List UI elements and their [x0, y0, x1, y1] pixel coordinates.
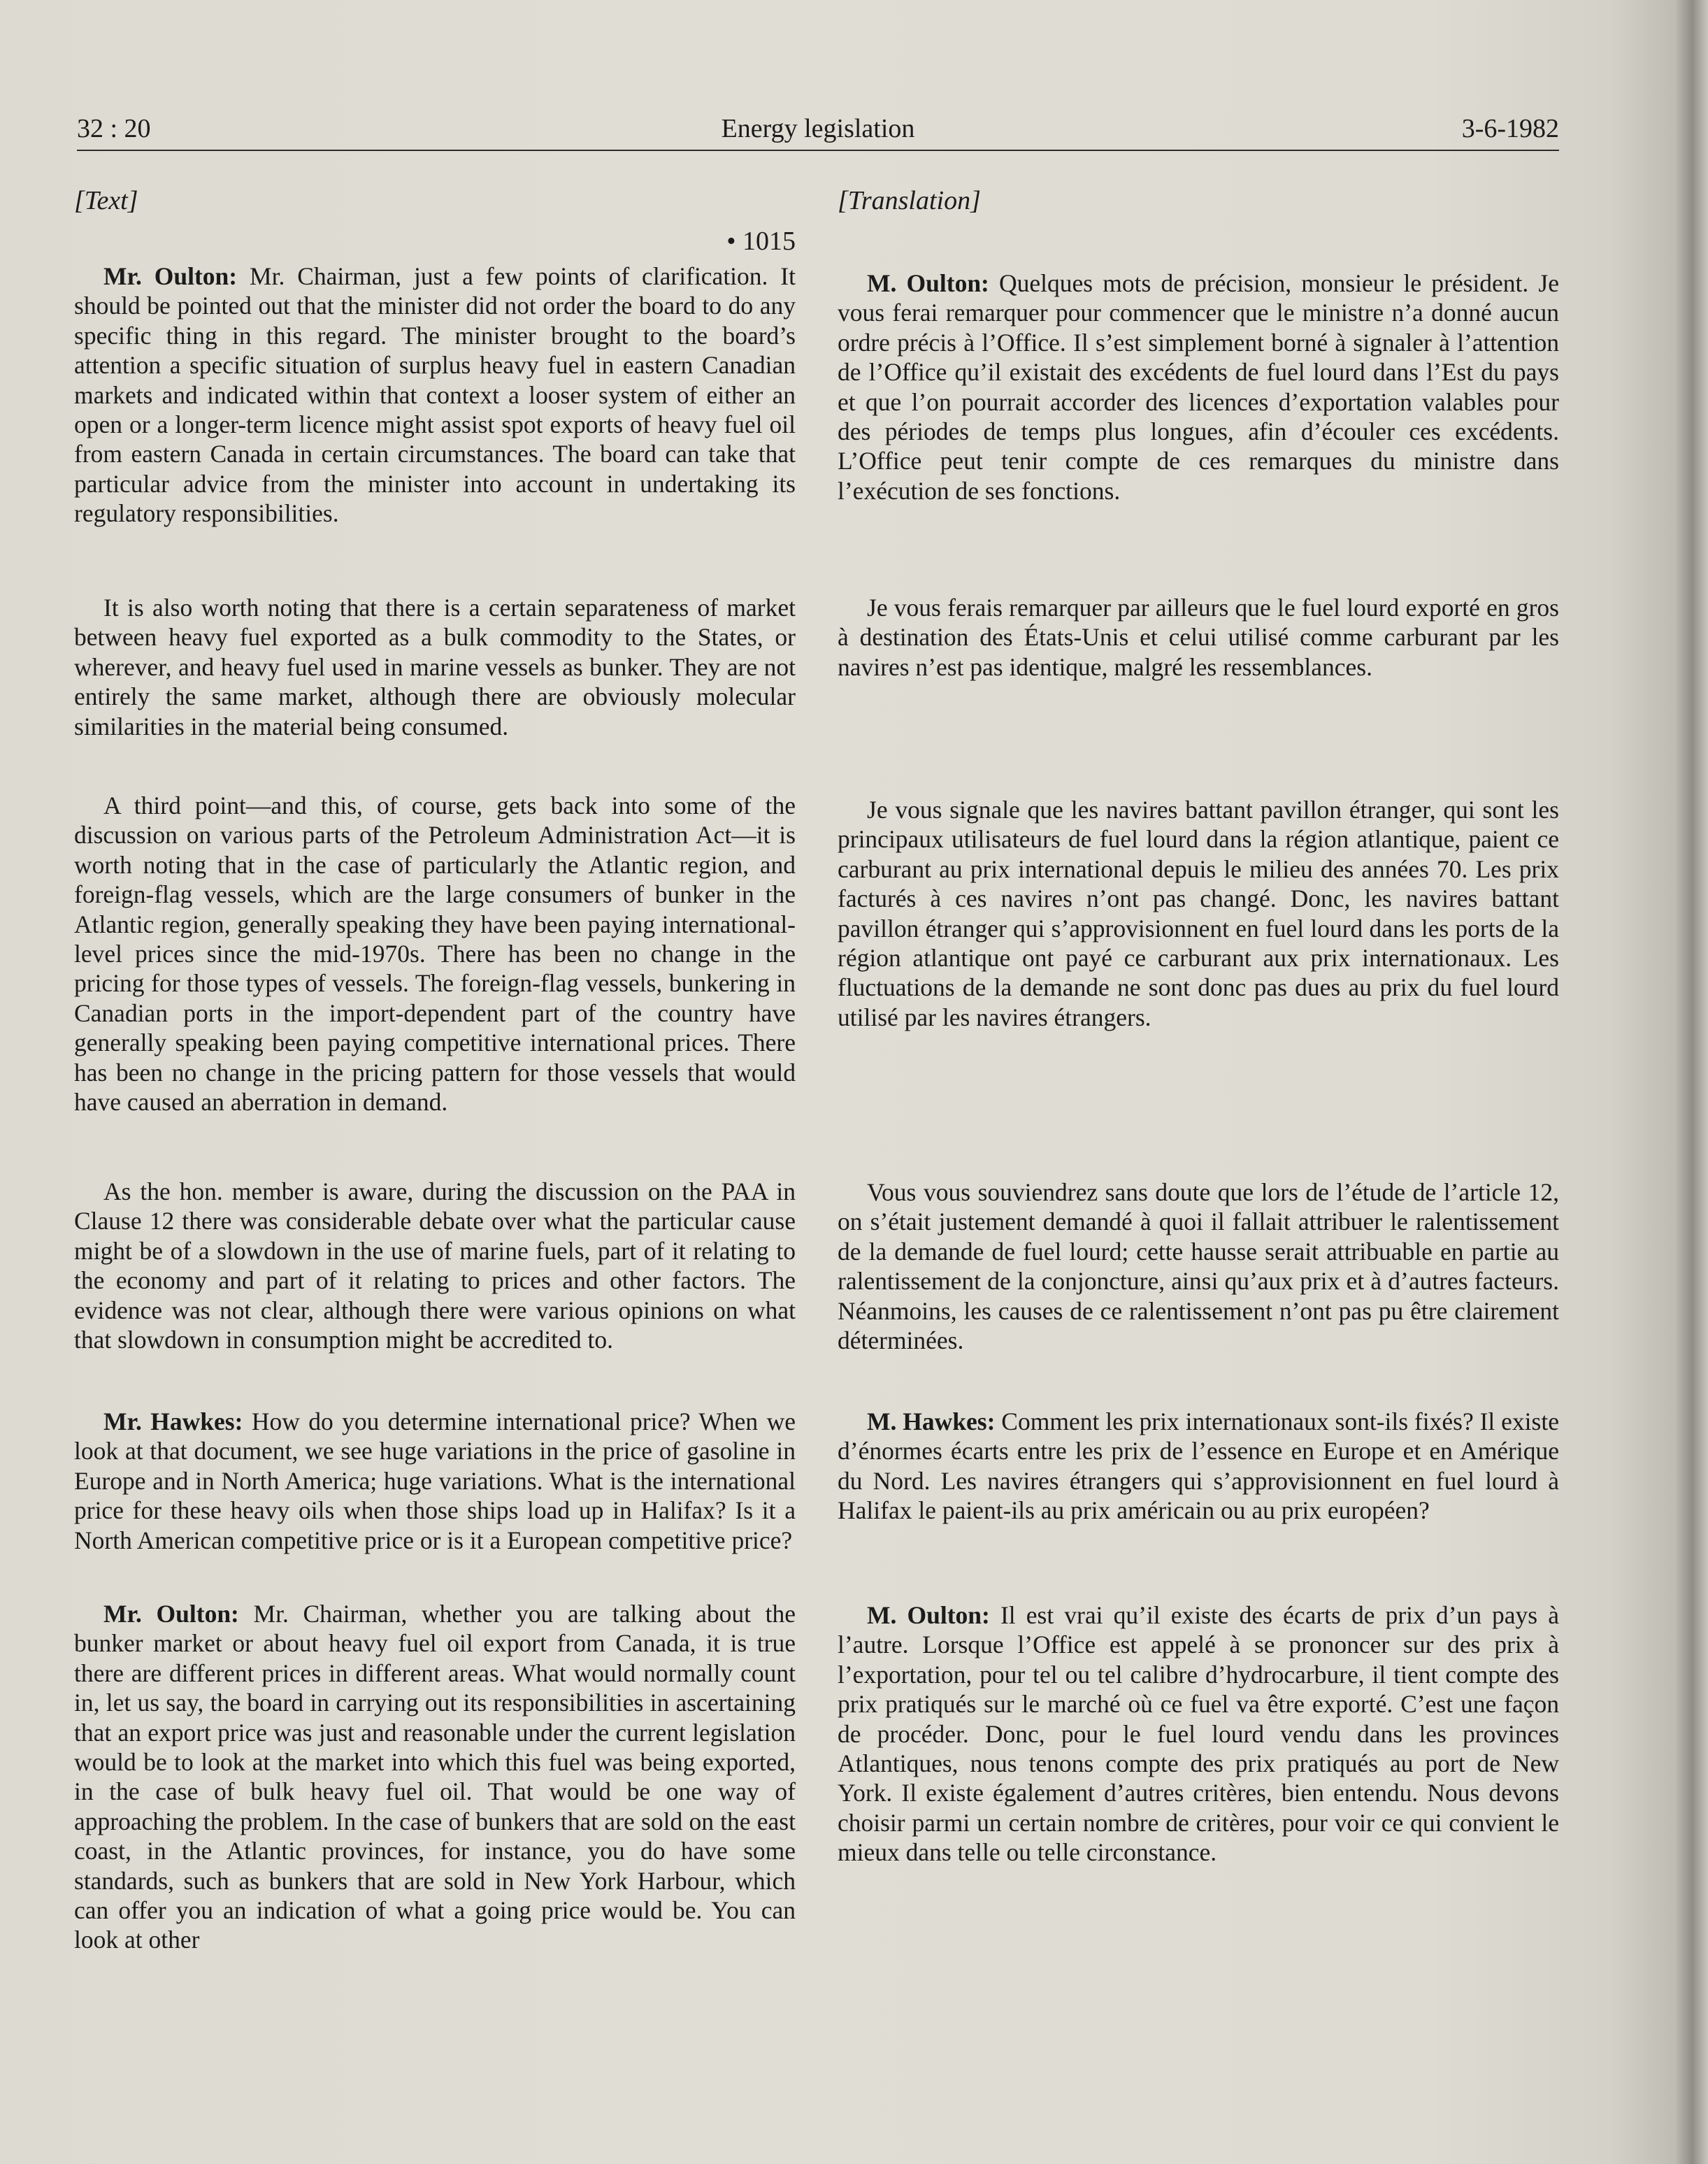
time-marker: • 1015 — [726, 227, 796, 256]
speaker: M. Oulton: — [867, 269, 989, 297]
paragraph-left-3: A third point—and this, of course, gets back into some of the discussion on various parts of the Petroleum Administration Act—it is worth noting that in the case of particularly the Atlantic region, and foreign-flag vessels, which are the large consumers of bunker in the Atlantic region, generally speaking they have been paying international-level prices since the mid-1970s. There has been no change in the pricing for those types of vessels. The foreign-flag vessels, bunkering in Canadian ports in the import-dependent part of the country have generally speaking been paying competitive international prices. There has been no change in the pricing pattern for those vessels that would have caused an aberration in demand. — [74, 791, 796, 1117]
paragraph-left-5: Mr. Hawkes: How do you determine international price? When we look at that document, we see huge variations in the price of gasoline in Europe and in North America; huge variations. What is the international price for these heavy oils when those ships load up in Halifax? Is it a North American competitive price or is it a European competitive price? — [74, 1407, 796, 1554]
paragraph-left-6: Mr. Oulton: Mr. Chairman, whether you are talking about the bunker market or about heavy fuel oil export from Canada, it is true there are different prices in different areas. What would normally count in, let us say, the board in carrying out its responsibilities in ascertaining that an export price was just and reasonable under the current legislation would be to look at the market into which this fuel was being exported, in the case of bulk heavy fuel oil. That would be one way of approaching the problem. In the case of bunkers that are sold on the east coast, in the Atlantic provinces, for instance, you do have some standards, such as bunkers that are sold in New York Harbour, which can offer you an indication of what a going price would be. You can look at other — [74, 1600, 796, 1954]
paragraph-left-4: As the hon. member is aware, during the discussion on the PAA in Clause 12 there was considerable debate over what the particular cause might be of a slowdown in the use of marine fuels, part of it relating to the economy and part of it relating to prices and other factors. The evidence was not clear, although there were various opinions on what that slowdown in consumption might be accredited to. — [74, 1177, 796, 1354]
paragraph-right-2: Je vous ferais remarquer par ailleurs que le fuel lourd exporté en gros à destination des États-Unis et celui utilisé comme carburant par les navires n’est pas identique, malgré les ressemblances. — [838, 594, 1559, 681]
page-title: Energy legislation — [721, 114, 915, 143]
section-tag-translation: [Translation] — [838, 186, 981, 215]
paragraph-right-4: Vous vous souviendrez sans doute que lors de l’étude de l’article 12, on s’était justement demandé à quoi il fallait attribuer le ralentissement de la demande de fuel lourd; cette hausse serait attribuable en partie au ralentissement de la conjoncture, ainsi qu’aux prix et à d’autres facteurs. Néanmoins, les causes de ce ralentissement n’ont pas pu être clairement déterminées. — [838, 1178, 1559, 1355]
page-edge-shadow — [1677, 0, 1708, 2164]
page-number: 32 : 20 — [77, 114, 151, 143]
paragraph-right-3: Je vous signale que les navires battant pavillon étranger, qui sont les principaux utilisateurs de fuel lourd dans la région atlantique, paient ce carburant au prix international depuis le milieu des années 70. Les prix facturés à ces navires n’ont pas changé. Donc, les navires battant pavillon étranger qui s’approvisionnent en fuel lourd dans les ports de la région atlantique ont payé ce carburant aux prix internationaux. Les fluctuations de la demande ne sont donc pas dues au prix du fuel lourd utilisé par les navires étrangers. — [838, 796, 1559, 1031]
speaker: Mr. Oulton: — [103, 1600, 239, 1628]
speaker: Mr. Oulton: — [103, 262, 238, 290]
speaker: Mr. Hawkes: — [103, 1407, 243, 1435]
paragraph-right-5: M. Hawkes: Comment les prix internationaux sont-ils fixés? Il existe d’énormes écarts entre les prix de l’essence en Europe et en Amérique du Nord. Les navires étrangers qui s’approvisionnent en fuel lourd à Halifax le paient-ils au prix américain ou au prix européen? — [838, 1407, 1559, 1525]
speaker: M. Oulton: — [867, 1601, 990, 1629]
paragraph-left-2: It is also worth noting that there is a certain separateness of market between heavy fuel exported as a bulk commodity to the States, or wherever, and heavy fuel used in marine vessels as bunker. They are not entirely the same market, although there are obviously molecular similarities in the material being consumed. — [74, 594, 796, 740]
header-date: 3-6-1982 — [1461, 114, 1559, 143]
paragraph-right-6: M. Oulton: Il est vrai qu’il existe des écarts de prix d’un pays à l’autre. Lorsque l’Office est appelé à se prononcer sur des prix à l’exportation, pour tel ou tel calibre d’hydrocarbure, il tient compte des prix pratiqués sur le marché où ce fuel va être exporté. C’est une façon de procéder. Donc, pour le fuel lourd vendu dans les provinces Atlantiques, nous tenons compte des prix pratiqués au port de New York. Il existe également d’autres critères, bien entendu. Nous devons choisir parmi un certain nombre de critères, pour voir ce qui convient le mieux dans telle ou telle circonstance. — [838, 1601, 1559, 1867]
paragraph-left-1: Mr. Oulton: Mr. Chairman, just a few points of clarification. It should be pointed out that the minister did not order the board to do any specific thing in this regard. The minister brought to the board’s attention a specific situation of surplus heavy fuel in eastern Canadian markets and indicated within that context a looser system of either an open or a longer-term licence might assist spot exports of heavy fuel oil from eastern Canada in certain circumstances. The board can take that particular advice from the minister into account in undertaking its regulatory responsibilities. — [74, 262, 796, 528]
paragraph-right-1: M. Oulton: Quelques mots de précision, monsieur le président. Je vous ferai remarquer pour commencer que le ministre n’a donné aucun ordre précis à l’Office. Il s’est simplement borné à signaler à l’attention de l’Office qu’il existait des excédents de fuel lourd dans l’Est du pays et que l’on pourrait accorder des licences d’exportation valables pour des périodes de temps plus longues, afin d’écouler ces excédents. L’Office peut tenir compte de ces remarques du ministre dans l’exécution de ses fonctions. — [838, 269, 1559, 505]
section-tag-text: [Text] — [74, 186, 138, 215]
running-header — [77, 110, 1559, 151]
speaker: M. Hawkes: — [867, 1407, 996, 1435]
